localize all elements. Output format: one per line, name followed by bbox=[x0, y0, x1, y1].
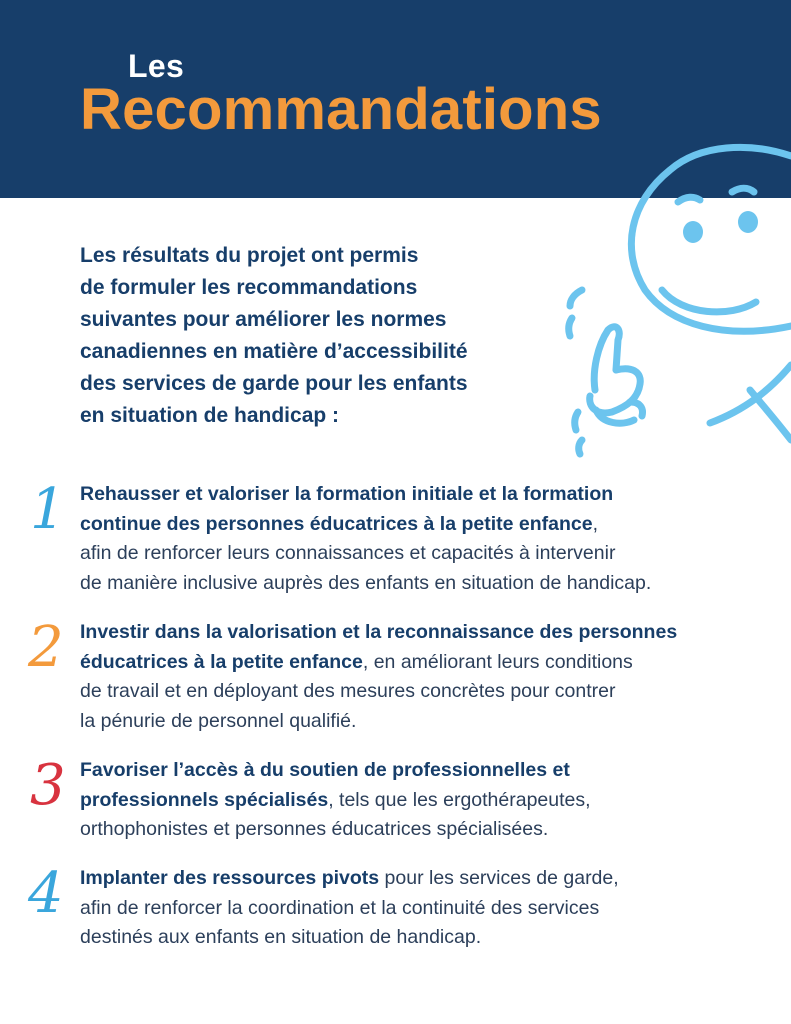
recommendation-4-heading: Implanter des ressources pivots bbox=[80, 867, 380, 889]
recommendation-3-heading: Favoriser l’accès à du soutien de professionnelles et bbox=[80, 759, 570, 781]
intro-line: Les résultats du projet ont permis bbox=[80, 244, 419, 267]
recommendation-4-text: pour les services de garde, bbox=[379, 867, 619, 889]
title-prefix: Les bbox=[128, 48, 185, 84]
recommendation-3 bbox=[80, 756, 770, 845]
recommendation-1-heading: Rehausser et valoriser la formation initiale et la formation bbox=[80, 483, 614, 505]
intro-line: des services de garde pour les enfants bbox=[80, 372, 468, 395]
intro-line: de formuler les recommandations bbox=[80, 276, 418, 299]
recommendation-1-heading-cont: continue des personnes éducatrices à la petite enfance bbox=[80, 512, 593, 535]
recommendation-number-2: 2 bbox=[28, 615, 64, 680]
recommendation-1 bbox=[80, 480, 770, 598]
recommendation-3-text: orthophonistes et personnes éducatrices spécialisées. bbox=[80, 818, 549, 840]
recommendation-2-text: la pénurie de personnel qualifié. bbox=[80, 709, 357, 732]
recommendation-2-heading-cont: éducatrices à la petite enfance bbox=[80, 650, 363, 673]
recommendation-4-text: afin de renforcer la coordination et la continuité des services bbox=[80, 896, 600, 919]
thumbs-up-mascot-icon bbox=[560, 140, 791, 480]
recommendation-2 bbox=[80, 618, 770, 736]
recommendation-3-heading-cont: professionnels spécialisés bbox=[80, 788, 329, 811]
recommendation-1-text: , bbox=[592, 512, 599, 535]
intro-line: suivantes pour améliorer les normes bbox=[80, 308, 447, 331]
recommendation-1-text: afin de renforcer leurs connaissances et capacités à intervenir bbox=[80, 542, 616, 564]
recommendation-2-heading: Investir dans la valorisation et la reconnaissance des personnes bbox=[80, 621, 678, 643]
intro-line: en situation de handicap : bbox=[80, 404, 340, 427]
page-title: Recommandations bbox=[80, 77, 602, 142]
recommendation-4-text: destinés aux enfants en situation de handicap. bbox=[80, 926, 482, 948]
intro-line: canadiennes en matière d’accessibilité bbox=[80, 340, 468, 363]
recommendation-number-4: 4 bbox=[28, 861, 64, 926]
recommendation-2-text: , en améliorant leurs conditions bbox=[362, 650, 633, 673]
recommendation-number-3: 3 bbox=[30, 753, 66, 818]
recommendation-3-text: , tels que les ergothérapeutes, bbox=[328, 788, 591, 811]
recommendation-1-text: de manière inclusive auprès des enfants en situation de handicap. bbox=[80, 571, 652, 594]
recommendation-number-1: 1 bbox=[30, 477, 66, 542]
intro-paragraph bbox=[80, 240, 560, 432]
recommendation-2-text: de travail et en déployant des mesures concrètes pour contrer bbox=[80, 680, 616, 702]
recommendation-4 bbox=[80, 864, 770, 953]
